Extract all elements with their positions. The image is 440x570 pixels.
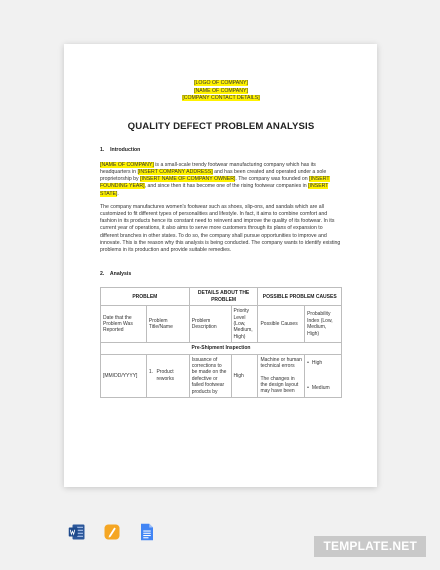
company-logo-placeholder: [LOGO OF COMPANY]: [194, 80, 248, 86]
table-column-header-row: [101, 306, 342, 343]
table-group-header-row: [101, 288, 342, 306]
word-icon[interactable]: [68, 520, 86, 544]
intro-paragraph-1: [100, 162, 342, 198]
section-heading-introduction: 1. Introduction: [100, 146, 141, 153]
document-title: QUALITY DEFECT PROBLEM ANALYSIS: [127, 120, 315, 132]
column-description: Problem Description: [189, 306, 231, 343]
placeholder-company-name: [NAME OF COMPANY]: [100, 161, 154, 168]
cause-1: Machine or human technical errors: [260, 356, 302, 370]
row-title: Product reworks: [156, 369, 174, 382]
column-probability: Probability Index (Low, Medium, High): [305, 306, 342, 343]
placeholder-owner-name: [INSERT NAME OF COMPANY OWNER]: [140, 176, 236, 183]
table-section-row: [101, 343, 342, 354]
column-causes: Possible Causes: [258, 306, 305, 343]
probability-2: • Medium: [307, 385, 339, 391]
pages-icon[interactable]: [103, 520, 121, 544]
company-contact-placeholder: [COMPANY CONTACT DETAILS]: [182, 95, 260, 101]
header-problem: PROBLEM: [101, 288, 190, 306]
column-date: Date that the Problem Was Reported: [101, 306, 147, 343]
row-number: 1.: [148, 369, 154, 376]
document-page: [64, 44, 377, 487]
section-label: Pre-Shipment Inspection: [101, 343, 342, 354]
app-icons: [68, 520, 156, 544]
cell-probability: [305, 354, 342, 397]
cause-2: The changes in the design layout may have been: [260, 375, 299, 395]
intro-paragraph-2: The company manufactures women's footwear such as shoes, slip-ons, and sandals which are all customized to fit different types of personalities and lifestyle. In fact, it aims to combine comfort and fashion in its products hence its constant need to reinvent and improve the quality of its footwear. In its current year of operations, it also aims to serve more customers through its plans of expansion to different branches in other states. To do so, the company shall pursue opportunities to improve and innovate. This is the reason why this analysis is being conducted. The company wants to identify existing problems in its production and provide suitable remedies.: [100, 203, 341, 253]
text-run: , and since then it has become one of the rising footwear companies in: [144, 183, 309, 190]
column-priority: Priority Level (Low, Medium, High): [231, 306, 258, 343]
table-row: [101, 354, 342, 397]
header-causes: POSSIBLE PROBLEM CAUSES: [258, 288, 342, 306]
text-run: and has been created and operated under a sole proprietorship by: [100, 168, 327, 183]
section-heading-analysis: 2. Analysis: [100, 271, 132, 278]
cell-date: [MM/DD/YYYY]: [101, 354, 147, 397]
analysis-table: [100, 287, 342, 398]
text-run: . The company was founded on: [235, 176, 310, 183]
header-details: DETAILS ABOUT THE PROBLEM: [189, 288, 258, 306]
probability-1: • High: [307, 360, 339, 366]
google-docs-icon[interactable]: [138, 520, 156, 544]
company-header: [100, 80, 342, 103]
placeholder-founding-year: [INSERT FOUNDING YEAR]: [100, 176, 330, 190]
cell-description: Issuance of corrections to be made on the defective or failed footwear products by: [189, 354, 231, 397]
company-name-placeholder: [NAME OF COMPANY]: [194, 87, 248, 94]
cell-causes: [258, 354, 305, 397]
cell-priority: High: [231, 354, 258, 397]
cell-title: [146, 354, 189, 397]
placeholder-company-address: [INSERT COMPANY ADDRESS]: [137, 168, 213, 175]
placeholder-state: [INSERT STATE]: [100, 183, 329, 197]
text-run: .: [117, 190, 119, 197]
text-run: is a small-scale trendy footwear manufacturing company which has its headquarters in: [100, 161, 316, 175]
column-title: Problem Title/Name: [146, 306, 189, 343]
template-net-logo: TEMPLATE.NET: [314, 536, 426, 557]
